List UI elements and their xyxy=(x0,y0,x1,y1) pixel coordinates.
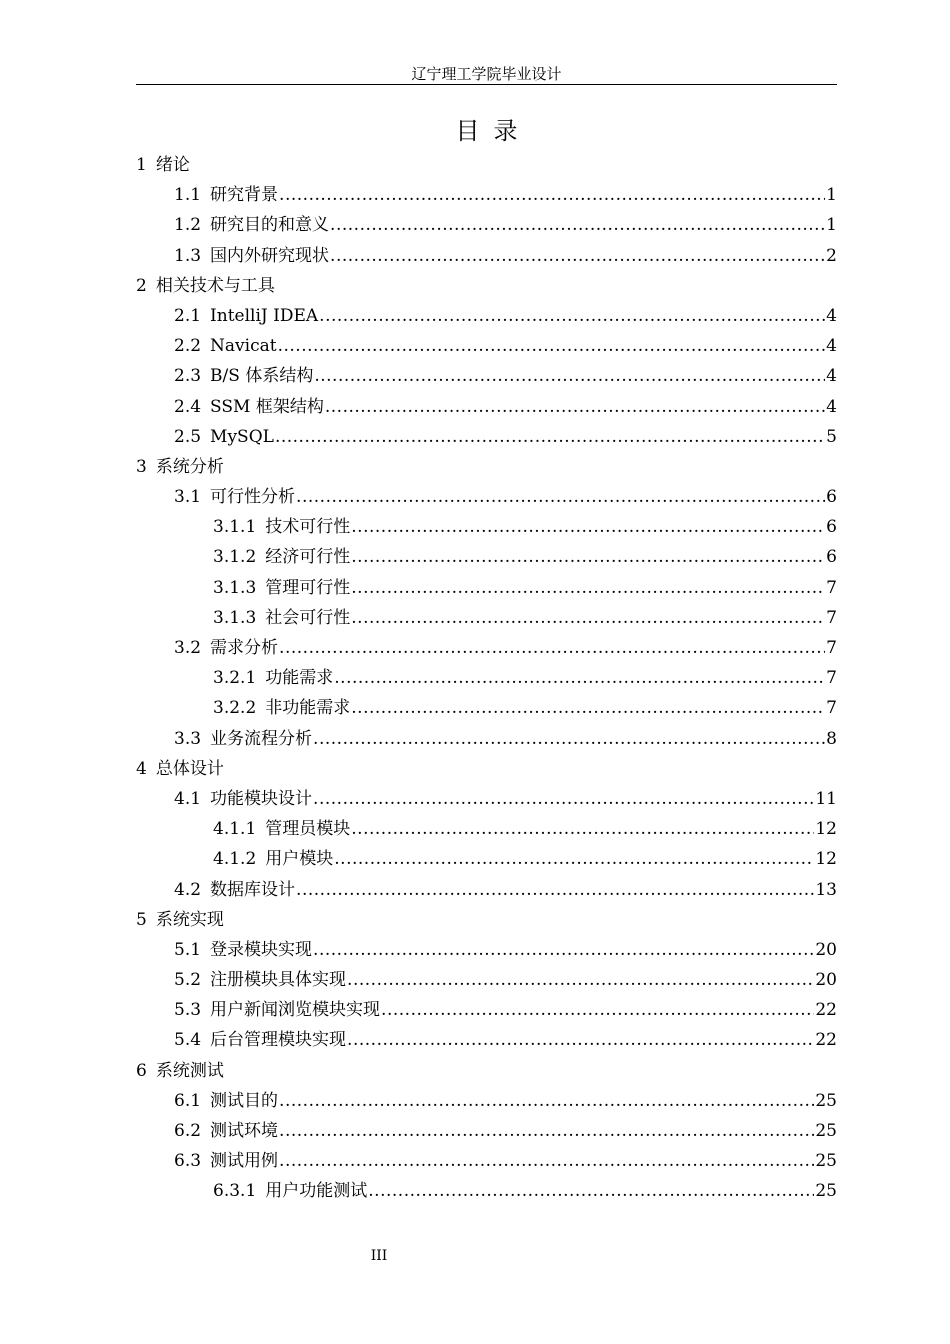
toc-entry-page: 1 xyxy=(826,215,837,236)
toc-entry-number: 3.3 xyxy=(174,728,202,749)
toc-leader-dots xyxy=(279,1116,814,1146)
toc-entry-number: 2 xyxy=(136,275,147,296)
toc-leader-dots xyxy=(351,814,814,844)
toc-entry-number: 4.1.1 xyxy=(213,819,257,840)
toc-entry[interactable] xyxy=(136,875,837,905)
toc-entry-title: 管理员模块 xyxy=(265,819,351,840)
toc-leader-dots xyxy=(330,241,825,271)
toc-entry-number: 3.2.1 xyxy=(213,668,257,689)
toc-entry[interactable] xyxy=(136,1146,837,1176)
toc-leader-dots xyxy=(313,935,814,965)
toc-entry-title: 用户功能测试 xyxy=(265,1181,368,1202)
toc-leader-dots xyxy=(278,331,826,361)
toc-entry-page: 8 xyxy=(826,728,837,749)
toc-entry-title: 系统实现 xyxy=(155,909,224,930)
toc-entry-page: 7 xyxy=(826,698,837,719)
toc-entry-page: 4 xyxy=(826,336,837,357)
toc-entry-page: 6 xyxy=(826,517,837,538)
toc-entry-number: 3.2.2 xyxy=(213,698,257,719)
toc-entry-number: 5.3 xyxy=(174,1000,202,1021)
toc-entry-page: 25 xyxy=(815,1121,837,1141)
toc-entry[interactable] xyxy=(136,542,837,572)
toc-entry-title: 国内外研究现状 xyxy=(210,245,330,266)
toc-entry[interactable] xyxy=(136,905,837,935)
toc-entry[interactable] xyxy=(136,180,837,210)
toc-title: 目录 xyxy=(455,117,532,145)
toc-entry-title: 用户模块 xyxy=(265,849,334,870)
toc-entry-number: 4 xyxy=(136,758,147,779)
toc-entry-number: 3.1 xyxy=(174,487,202,508)
toc-entry[interactable] xyxy=(136,603,837,633)
toc-leader-dots xyxy=(351,693,825,723)
toc-entry-title: 测试环境 xyxy=(210,1121,279,1141)
toc-entry-number: 3 xyxy=(136,456,147,477)
toc-entry-page: 22 xyxy=(815,1030,837,1051)
toc-entry[interactable] xyxy=(136,693,837,723)
toc-entry-title: MySQL xyxy=(210,426,274,447)
toc-leader-dots xyxy=(351,542,825,572)
toc-entry[interactable] xyxy=(136,814,837,844)
toc-entry-page: 11 xyxy=(815,788,837,809)
toc-entry[interactable] xyxy=(136,844,837,874)
toc-entry-page: 13 xyxy=(815,879,837,900)
toc-entry-title: Navicat xyxy=(210,336,277,357)
toc-entry-number: 2.1 xyxy=(174,305,202,326)
toc-leader-dots xyxy=(325,392,825,422)
toc-leader-dots xyxy=(279,633,825,663)
toc-entry-page: 1 xyxy=(826,185,837,206)
toc-entry[interactable] xyxy=(136,331,837,361)
toc-entry-page: 6 xyxy=(826,487,837,508)
toc-entry[interactable] xyxy=(136,1086,837,1116)
toc-entry-title: 相关技术与工具 xyxy=(155,275,275,296)
page-number: III xyxy=(370,1248,388,1264)
toc-entry-number: 3.1.2 xyxy=(213,547,257,568)
toc-entry-number: 1.3 xyxy=(174,245,202,266)
toc-leader-dots xyxy=(330,210,825,240)
toc-entry-page: 25 xyxy=(815,1181,837,1202)
toc-entry[interactable] xyxy=(136,361,837,391)
toc-leader-dots xyxy=(347,965,814,995)
toc-entry-number: 3.2 xyxy=(174,638,202,658)
toc-entry[interactable] xyxy=(136,784,837,814)
toc-entry-title: 技术可行性 xyxy=(265,517,351,538)
toc-entry-page: 12 xyxy=(815,819,837,840)
toc-entry-number: 5 xyxy=(136,909,147,930)
toc-leader-dots xyxy=(296,875,814,905)
toc-entry-page: 2 xyxy=(826,245,837,266)
toc-entry[interactable] xyxy=(136,573,837,603)
toc-entry[interactable] xyxy=(136,754,837,784)
toc-entry-title: 社会可行性 xyxy=(265,607,351,628)
toc-entry[interactable] xyxy=(136,210,837,240)
toc-entry-title: 后台管理模块实现 xyxy=(210,1030,347,1051)
toc-entry-title: 功能需求 xyxy=(265,668,334,689)
toc-entry-number: 3.1.1 xyxy=(213,517,257,538)
toc-leader-dots xyxy=(334,844,814,874)
toc-entry-page: 7 xyxy=(826,638,837,658)
toc-entry-page: 12 xyxy=(815,849,837,870)
toc-entry-page: 25 xyxy=(815,1151,837,1172)
toc-entry[interactable] xyxy=(136,301,837,331)
toc-leader-dots xyxy=(314,361,825,391)
toc-entry-page: 4 xyxy=(826,305,837,326)
toc-entry-page: 5 xyxy=(826,426,837,447)
toc-leader-dots xyxy=(319,301,825,331)
toc-entry-number: 2.4 xyxy=(174,396,202,417)
toc-entry[interactable] xyxy=(136,935,837,965)
toc-leader-dots xyxy=(296,482,825,512)
toc-entry-page: 22 xyxy=(815,1000,837,1021)
toc-entry-number: 2.2 xyxy=(174,336,202,357)
toc-entry-title: 数据库设计 xyxy=(210,879,296,900)
toc-entry[interactable] xyxy=(136,663,837,693)
toc-entry-title: 研究背景 xyxy=(210,185,279,206)
toc-entry-number: 6.1 xyxy=(174,1090,202,1111)
toc-entry-title: SSM 框架结构 xyxy=(210,396,324,417)
toc-leader-dots xyxy=(351,512,825,542)
toc-entry-title: 经济可行性 xyxy=(265,547,351,568)
toc-entry-number: 1 xyxy=(136,155,147,175)
toc-entry-number: 6.3 xyxy=(174,1151,202,1172)
toc-entry-title: 系统分析 xyxy=(155,456,224,477)
toc-entry[interactable] xyxy=(136,482,837,512)
toc-entry-page: 4 xyxy=(826,396,837,417)
toc-entry-title: 注册模块具体实现 xyxy=(210,970,347,991)
toc-entry-number: 4.1.2 xyxy=(213,849,257,870)
toc-entry-number: 1.1 xyxy=(174,185,202,206)
toc-entry[interactable] xyxy=(136,724,837,754)
toc-leader-dots xyxy=(279,1146,814,1176)
toc-leader-dots xyxy=(351,603,825,633)
toc-entry[interactable] xyxy=(136,512,837,542)
toc-entry-title: 登录模块实现 xyxy=(210,939,313,960)
toc-entry-number: 5.2 xyxy=(174,970,202,991)
toc-entry-number: 4.1 xyxy=(174,788,202,809)
toc-entry-title: 用户新闻浏览模块实现 xyxy=(210,1000,381,1021)
toc-leader-dots xyxy=(279,180,825,210)
toc-entry-number: 5.1 xyxy=(174,939,202,960)
toc-entry[interactable] xyxy=(136,392,837,422)
toc-entry[interactable] xyxy=(136,1176,837,1206)
toc-entry[interactable] xyxy=(136,452,837,482)
toc-leader-dots xyxy=(368,1176,814,1206)
toc-entry-title: 可行性分析 xyxy=(210,487,296,508)
toc-entry[interactable] xyxy=(136,1116,837,1146)
toc-entry-number: 5.4 xyxy=(174,1030,202,1051)
toc-entry-title: 需求分析 xyxy=(210,638,279,658)
toc-entry[interactable] xyxy=(136,150,837,180)
toc-entry-number: 6.3.1 xyxy=(213,1181,257,1202)
toc-leader-dots xyxy=(279,1086,814,1116)
toc-entry-number: 3.1.3 xyxy=(213,607,257,628)
table-of-contents xyxy=(136,150,837,1207)
toc-entry-title: 管理可行性 xyxy=(265,577,351,598)
toc-entry-page: 6 xyxy=(826,547,837,568)
toc-entry-number: 4.2 xyxy=(174,879,202,900)
toc-entry-number: 6 xyxy=(136,1060,147,1081)
toc-entry[interactable] xyxy=(136,271,837,301)
toc-entry-number: 2.3 xyxy=(174,366,202,387)
toc-entry-page: 20 xyxy=(815,939,837,960)
toc-entry-title: 非功能需求 xyxy=(265,698,351,719)
toc-leader-dots xyxy=(275,422,825,452)
toc-entry-number: 6.2 xyxy=(174,1121,202,1141)
header-rule xyxy=(136,84,837,85)
toc-entry-page: 7 xyxy=(826,668,837,689)
toc-entry-number: 1.2 xyxy=(174,215,202,236)
toc-leader-dots xyxy=(347,1025,814,1055)
toc-entry-title: 业务流程分析 xyxy=(210,728,313,749)
toc-entry-title: 测试用例 xyxy=(210,1151,279,1172)
toc-entry[interactable] xyxy=(136,1025,837,1055)
toc-entry[interactable] xyxy=(136,995,837,1025)
toc-leader-dots xyxy=(313,784,814,814)
toc-leader-dots xyxy=(313,724,825,754)
toc-leader-dots xyxy=(334,663,825,693)
toc-entry-page: 4 xyxy=(826,366,837,387)
toc-entry-title: 系统测试 xyxy=(155,1060,224,1081)
page-header: 辽宁理工学院毕业设计 xyxy=(411,65,562,83)
toc-entry-title: B/S 体系结构 xyxy=(210,366,314,387)
toc-entry-page: 7 xyxy=(826,577,837,598)
toc-entry-page: 25 xyxy=(815,1090,837,1111)
toc-entry[interactable] xyxy=(136,1056,837,1086)
toc-entry[interactable] xyxy=(136,633,837,663)
toc-leader-dots xyxy=(351,573,825,603)
toc-entry[interactable] xyxy=(136,965,837,995)
toc-entry-number: 3.1.3 xyxy=(213,577,257,598)
toc-entry-title: 绪论 xyxy=(155,155,190,175)
toc-entry-title: 功能模块设计 xyxy=(210,788,313,809)
toc-entry-title: 研究目的和意义 xyxy=(210,215,330,236)
toc-entry-page: 20 xyxy=(815,970,837,991)
toc-entry-title: 测试目的 xyxy=(210,1090,279,1111)
toc-entry-number: 2.5 xyxy=(174,426,202,447)
toc-entry-page: 7 xyxy=(826,607,837,628)
toc-entry[interactable] xyxy=(136,422,837,452)
toc-entry[interactable] xyxy=(136,241,837,271)
toc-leader-dots xyxy=(381,995,814,1025)
toc-entry-title: IntelliJ IDEA xyxy=(210,305,319,326)
toc-entry-title: 总体设计 xyxy=(155,758,224,779)
